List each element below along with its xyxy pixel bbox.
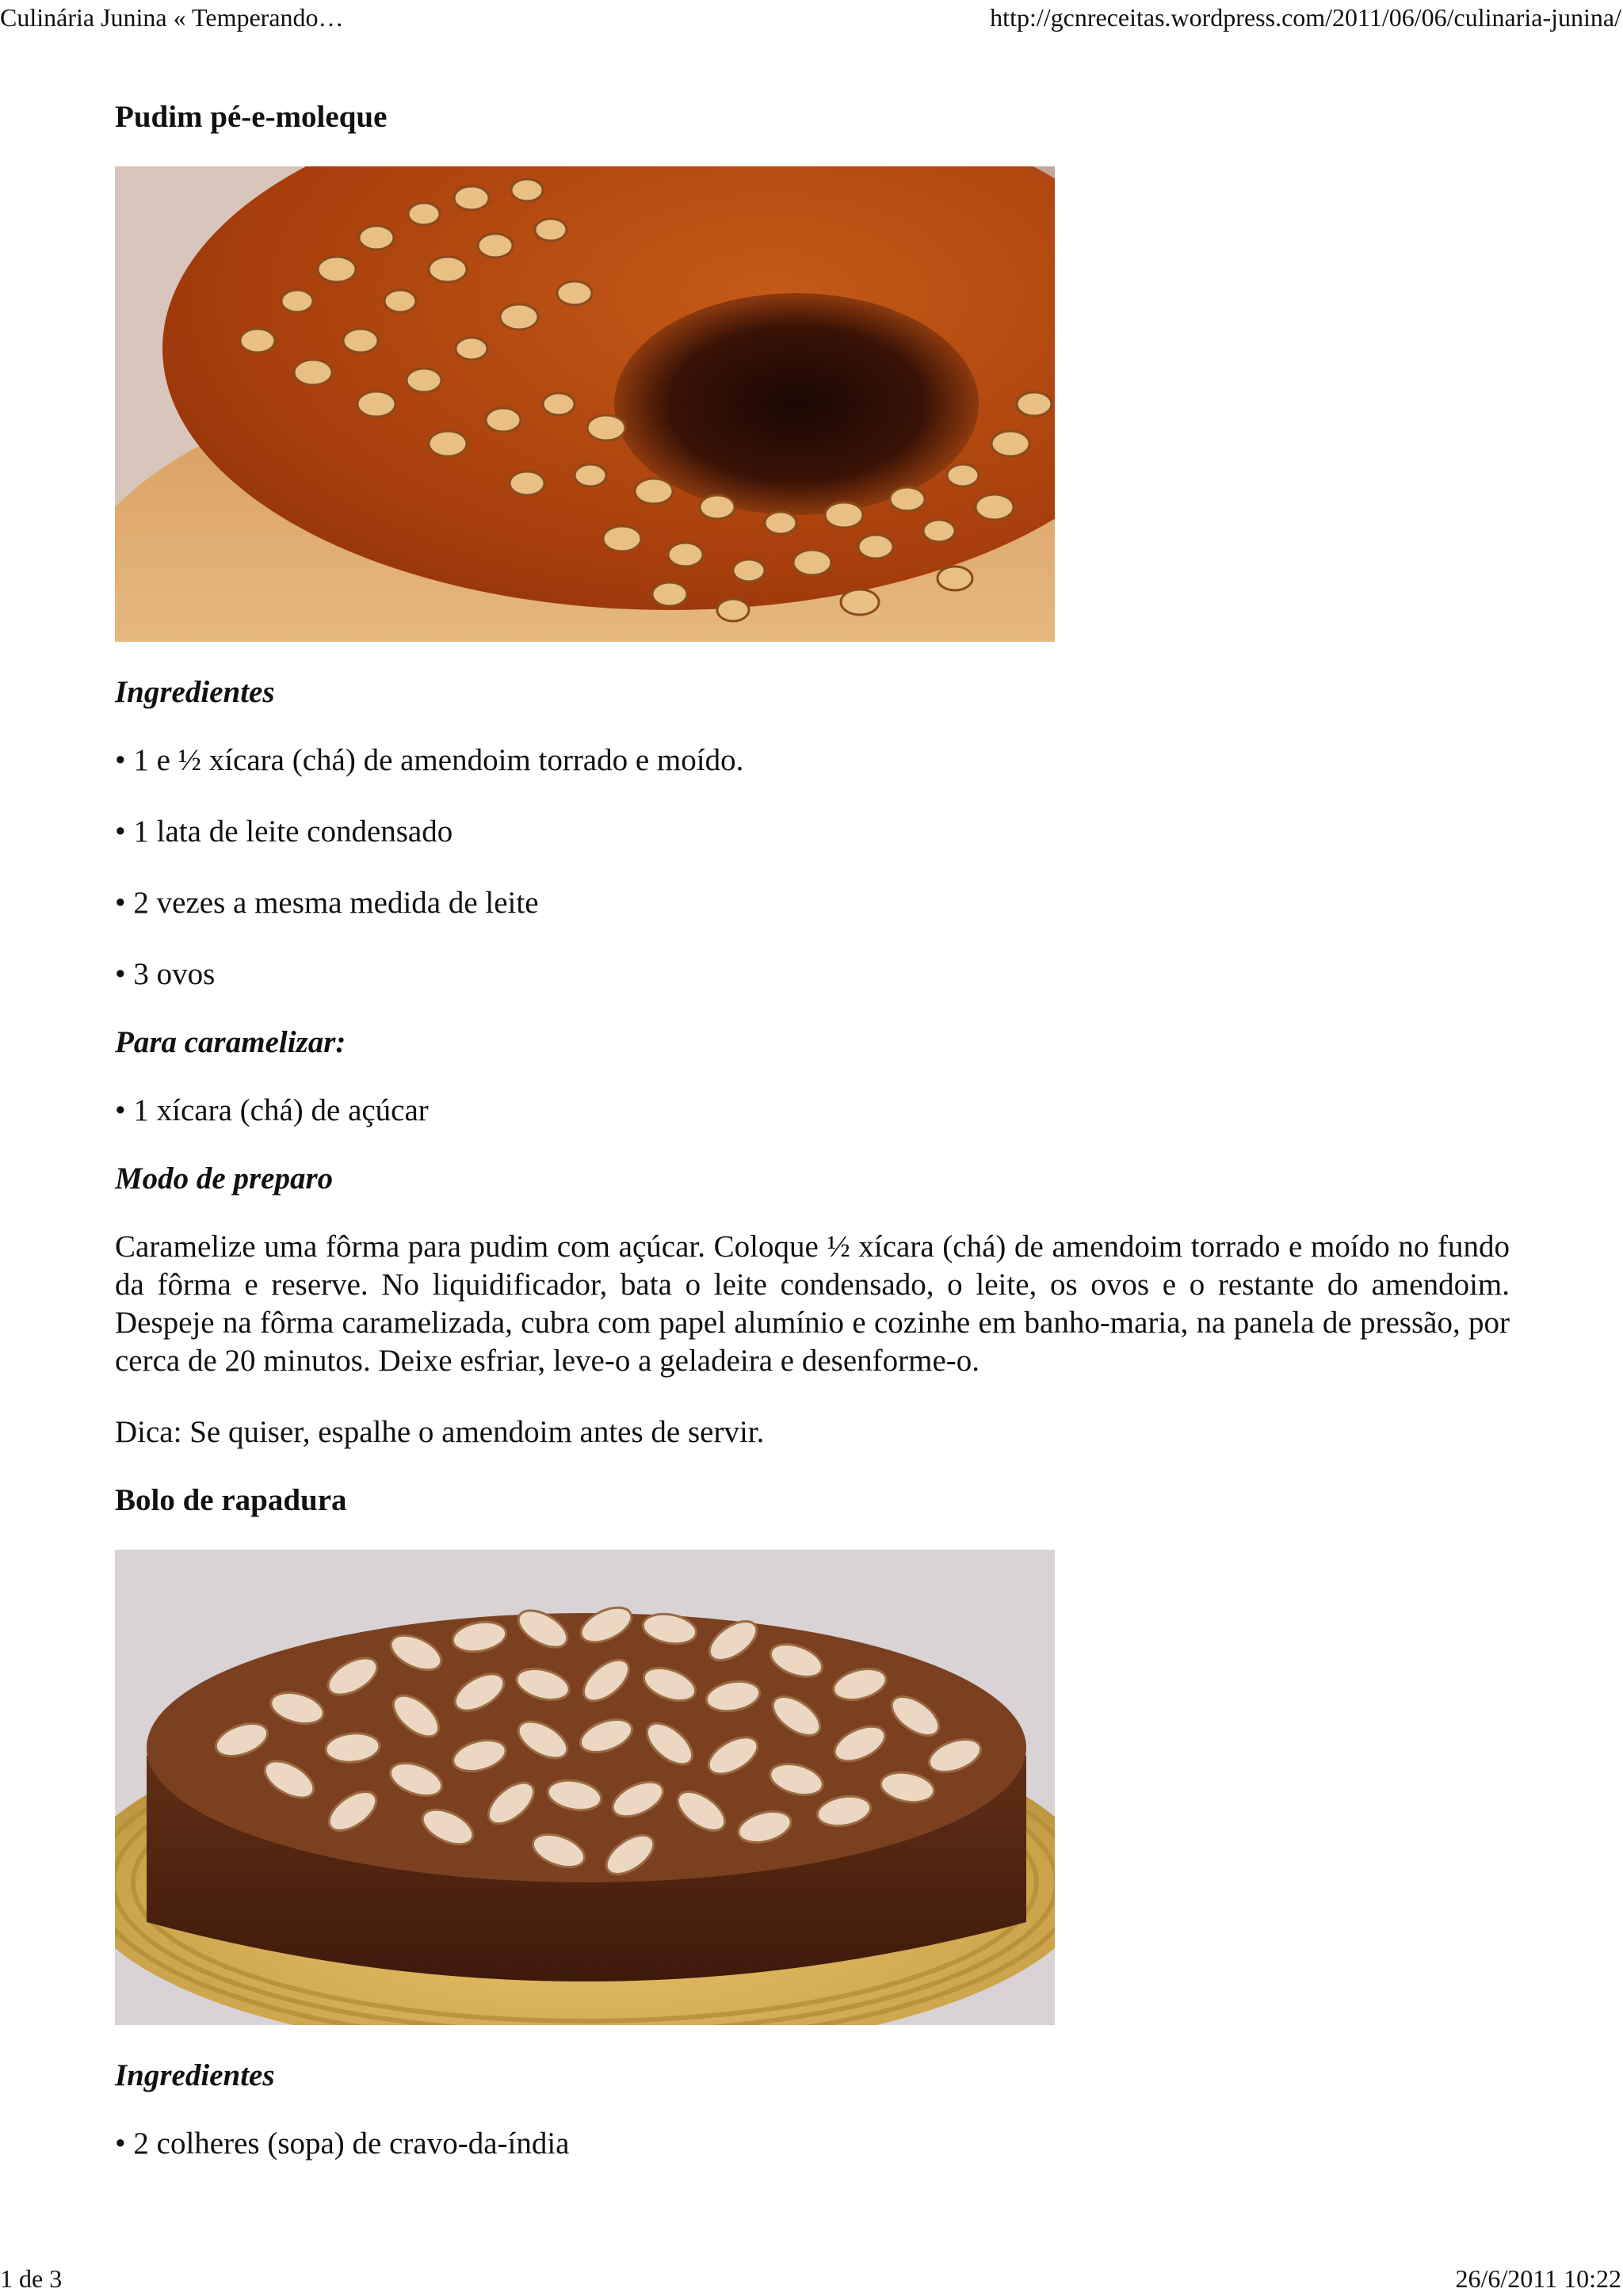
ingredient-item: • 1 lata de leite condensado xyxy=(115,813,1510,851)
caramel-heading: Para caramelizar: xyxy=(115,1025,346,1059)
tip-paragraph: Dica: Se quiser, espalhe o amendoim antes de servir. xyxy=(115,1415,765,1449)
recipe-title-bolo: Bolo de rapadura xyxy=(115,1483,347,1517)
page-number: 1 de 3 xyxy=(0,2264,63,2293)
page-content xyxy=(115,95,1510,2163)
method-heading: Modo de preparo xyxy=(115,1161,334,1196)
method-paragraph: Caramelize uma fôrma para pudim com açúcar. Coloque ½ xícara (chá) de amendoim torrado e moído no fundo da fôrma e reserve. No liquidificador, bata o leite condensado, o leite, os ovos e o restante do amendoim. Despeje na fôrma caramelizada, cubra com papel alumínio e cozinhe em banho-maria, na panela de pressão, por cerca de 20 minutos. Deixe esfriar, leve-o a geladeira e desenforme-o. xyxy=(115,1230,1510,1378)
ingredients-heading: Ingredientes xyxy=(115,675,275,709)
pudim-photo xyxy=(115,166,1055,642)
print-header xyxy=(0,2,1623,33)
page-title: Culinária Junina « Temperando… xyxy=(0,3,344,32)
recipe-title-pudim: Pudim pé-e-moleque xyxy=(115,100,388,134)
ingredient-item: • 1 e ½ xícara (chá) de amendoim torrado e moído. xyxy=(115,742,1510,780)
ingredients-heading: Ingredientes xyxy=(115,2058,275,2092)
print-footer xyxy=(0,2263,1623,2294)
print-datetime: 26/6/2011 10:22 xyxy=(1455,2264,1621,2293)
ingredient-item: • 3 ovos xyxy=(115,955,1510,994)
bolo-photo xyxy=(115,1550,1055,2025)
ingredient-item: • 2 vezes a mesma medida de leite xyxy=(115,884,1510,922)
ingredient-item: • 2 colheres (sopa) de cravo-da-índia xyxy=(115,2125,1510,2163)
page-url: http://gcnreceitas.wordpress.com/2011/06/06/culinaria-junina/ xyxy=(990,3,1621,32)
ingredient-item: • 1 xícara (chá) de açúcar xyxy=(115,1092,1510,1130)
